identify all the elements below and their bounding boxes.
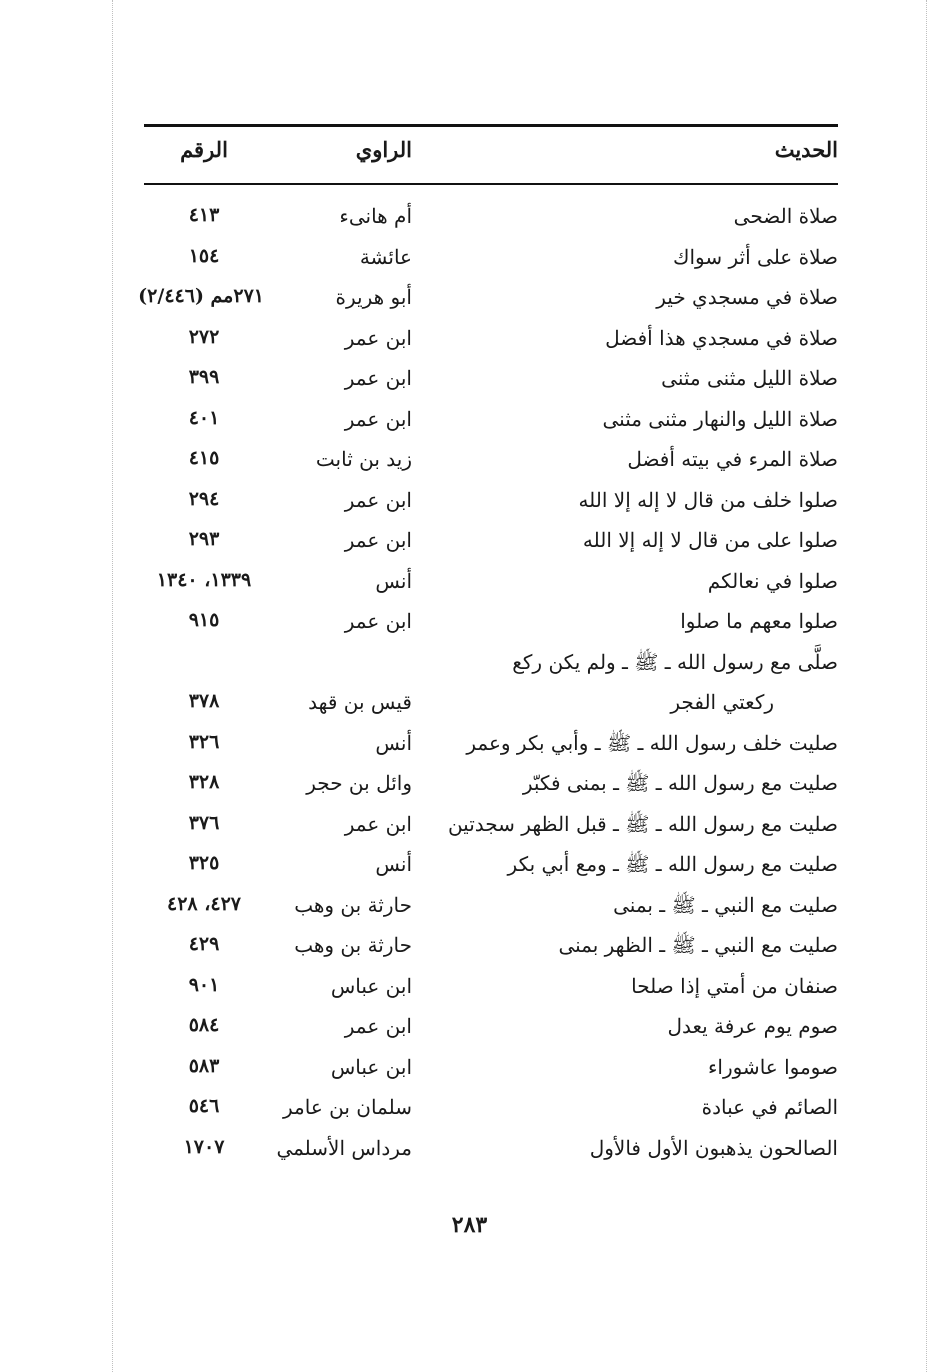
table-row <box>144 563 838 604</box>
table-row <box>144 684 838 725</box>
hadith-cell: صلوا في نعالكم <box>707 568 838 593</box>
table-row <box>144 968 838 1009</box>
hadith-cell: صلاة المرء في بيته أفضل <box>627 447 838 471</box>
hadith-cell: صلوا على من قال لا إله إلا الله <box>582 528 838 552</box>
table-row <box>144 603 838 644</box>
number-cell: ٤٠١ <box>188 406 220 429</box>
hadith-cell: صلاة الضحى <box>733 204 838 228</box>
hadith-cell: صلاة في مسجدي خير <box>656 285 838 309</box>
table-row <box>144 1008 838 1049</box>
number-cell: ٣٩٩ <box>188 366 220 388</box>
hadith-cell: الصائم في عبادة <box>701 1095 838 1119</box>
number-cell: ٤٢٧، ٤٢٨ <box>167 892 241 915</box>
hadith-cell: صليت خلف رسول الله ـ ﷺ ـ وأبي بكر وعمر <box>466 730 838 755</box>
table-row <box>144 765 838 806</box>
table-row <box>144 846 838 887</box>
hadith-cell: الصالحون يذهبون الأول فالأول <box>589 1135 838 1160</box>
rawi-cell: مرداس الأسلمي <box>276 1135 412 1160</box>
rawi-cell: حارثة بن وهب <box>294 933 412 957</box>
table-row <box>144 806 838 847</box>
number-cell: ٤١٣ <box>188 204 220 226</box>
rawi-cell: ابن عمر <box>344 811 412 836</box>
number-cell: ٩٠١ <box>188 973 220 996</box>
table-row <box>144 644 838 685</box>
table-header <box>144 127 838 183</box>
hadith-cell: صنفان من أمتي إذا صلحا <box>631 973 838 998</box>
header-number: الرقم <box>180 137 228 162</box>
table-row <box>144 320 838 361</box>
rawi-cell: سلمان بن عامر <box>282 1095 412 1119</box>
hadith-cell: صوموا عاشوراء <box>707 1054 838 1079</box>
number-cell: ٩١٥ <box>188 609 220 631</box>
hadith-continuation: ركعتي الفجر <box>670 690 774 714</box>
hadith-cell: صلاة في مسجدي هذا أفضل <box>605 325 838 350</box>
table-row <box>144 927 838 968</box>
table-row <box>144 1049 838 1090</box>
hadith-cell: صلوا خلف من قال لا إله إلا الله <box>578 487 838 512</box>
number-cell: ٣٢٦ <box>188 730 220 753</box>
rawi-cell: قيس بن قهد <box>308 690 412 714</box>
rawi-cell: وائل بن حجر <box>306 771 412 795</box>
rawi-cell: ابن عمر <box>344 406 412 431</box>
table-row <box>138 279 838 320</box>
hadith-cell: صلاة الليل مثنى مثنى <box>661 366 838 390</box>
table-row <box>144 725 838 766</box>
number-cell: ٥٨٤ <box>188 1014 220 1036</box>
right-margin-line <box>926 0 927 1372</box>
rawi-cell: ابن عمر <box>344 528 412 552</box>
rawi-cell: أنس <box>375 568 412 593</box>
number-cell: ٢٩٣ <box>188 528 220 550</box>
rawi-cell: ابن عمر <box>344 366 412 390</box>
rawi-cell: أنس <box>375 852 412 876</box>
table-row <box>144 1130 838 1171</box>
hadith-cell: صلاة الليل والنهار مثنى مثنى <box>602 406 838 431</box>
rawi-cell: حارثة بن وهب <box>294 892 412 917</box>
header-hadith: الحديث <box>774 137 838 162</box>
left-margin-line <box>112 0 113 1372</box>
rawi-cell: زيد بن ثابت <box>315 447 412 471</box>
rawi-cell: ابن عمر <box>344 487 412 512</box>
table-row <box>144 522 838 563</box>
hadith-cell: صلوا معهم ما صلوا <box>680 609 838 633</box>
number-cell: ٣٧٨ <box>188 690 220 712</box>
table-row <box>144 887 838 928</box>
table-row <box>144 401 838 442</box>
hadith-cell: صليت مع رسول الله ـ ﷺ ـ ومع أبي بكر <box>507 852 838 876</box>
hadith-cell: صلاة على أثر سواك <box>673 244 838 269</box>
number-cell: ٥٨٣ <box>188 1054 220 1077</box>
hadith-cell: صليت مع رسول الله ـ ﷺ ـ بمنى فكبّر <box>522 771 838 795</box>
rawi-cell: أم هانىء <box>339 204 412 228</box>
hadith-cell: صلَّى مع رسول الله ـ ﷺ ـ ولم يكن ركع <box>512 649 838 674</box>
rawi-cell: ابن عمر <box>344 1014 412 1038</box>
rawi-cell: ابن عمر <box>344 325 412 350</box>
header-rawi: الراوي <box>355 137 412 162</box>
rawi-cell: عائشة <box>359 244 412 269</box>
number-cell: ٢٧١مم (٢/٤٤٦) <box>138 285 264 307</box>
index-table <box>138 124 838 1170</box>
hadith-cell: صليت مع رسول الله ـ ﷺ ـ قبل الظهر سجدتين <box>447 811 838 836</box>
hadith-cell: صليت مع النبي ـ ﷺ ـ بمنى <box>613 892 838 917</box>
rawi-cell: ابن عمر <box>344 609 412 633</box>
rawi-cell: ابن عباس <box>330 973 412 998</box>
number-cell: ٥٤٦ <box>188 1095 220 1117</box>
table-body <box>138 185 838 1170</box>
table-row <box>144 482 838 523</box>
number-cell: ١٧٠٧ <box>183 1135 225 1158</box>
number-cell: ٤٢٩ <box>188 933 220 955</box>
number-cell: ٢٧٢ <box>188 325 220 348</box>
table-row <box>144 441 838 482</box>
number-cell: ٣٢٥ <box>188 852 220 874</box>
hadith-cell <box>418 690 838 714</box>
table-row <box>144 1089 838 1130</box>
number-cell: ١٣٣٩، ١٣٤٠ <box>156 568 252 591</box>
number-cell: ١٥٤ <box>188 244 220 267</box>
hadith-cell: صوم يوم عرفة يعدل <box>667 1014 838 1038</box>
rawi-cell: أبو هريرة <box>335 285 412 309</box>
number-cell: ٣٢٨ <box>188 771 220 793</box>
number-cell: ٤١٥ <box>188 447 220 469</box>
table-row <box>144 198 838 239</box>
rawi-cell: ابن عباس <box>330 1054 412 1079</box>
number-cell: ٢٩٤ <box>188 487 220 510</box>
page-number: ٢٨٣ <box>451 1212 488 1238</box>
rawi-cell: أنس <box>375 730 412 755</box>
table-row <box>144 360 838 401</box>
hadith-cell: صليت مع النبي ـ ﷺ ـ الظهر بمنى <box>558 933 838 957</box>
number-cell: ٣٧٦ <box>188 811 220 834</box>
table-row <box>144 239 838 280</box>
